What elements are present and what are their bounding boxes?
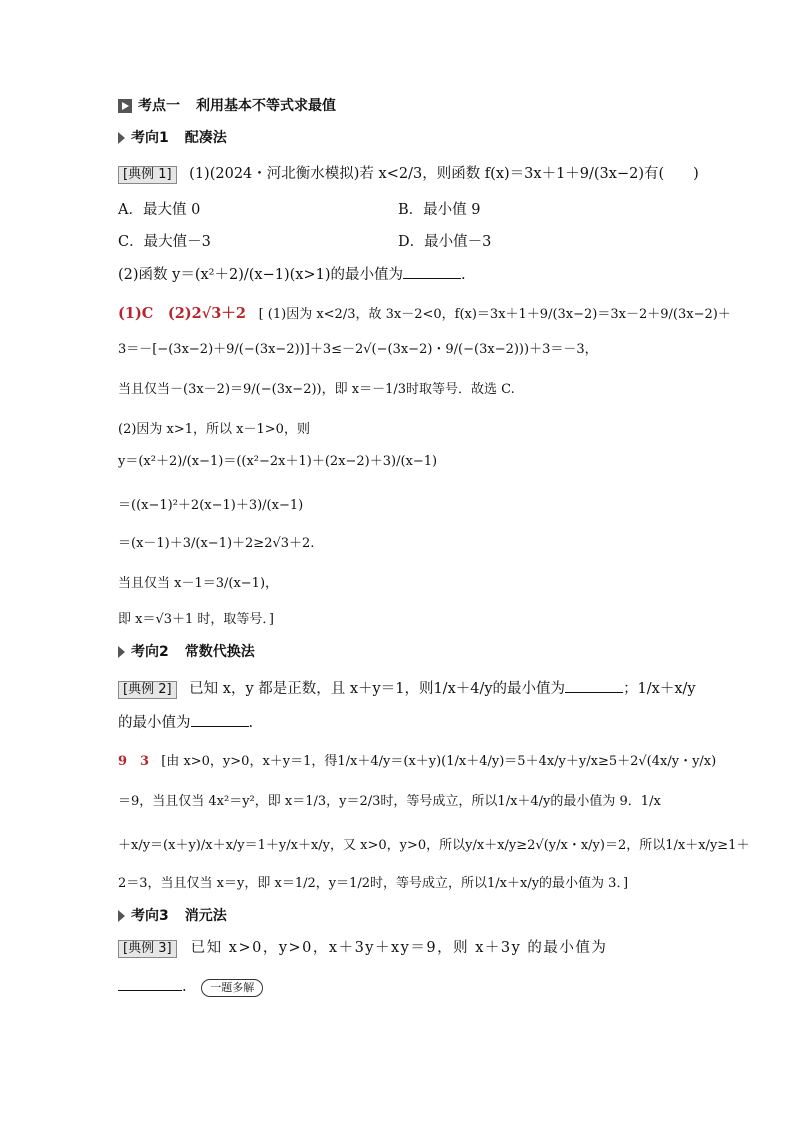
topic1-title: 配凑法	[184, 130, 227, 146]
example2-question-2: 的最小值为 .	[118, 712, 253, 733]
example1-solution-4: (2)因为 x>1，所以 x－1>0，则	[118, 422, 310, 437]
example2-solution-2: ＝9，当且仅当 4x²＝y²，即 x＝1/3，y＝2/3时，等号成立，所以1/x＋4/y的最小值为 9．1/x	[118, 794, 661, 809]
topic1-heading	[118, 128, 227, 148]
example3-tag: [典例 3]	[118, 940, 177, 958]
option-b: B．最小值 9	[398, 202, 481, 218]
example1-solution-7: ＝(x－1)＋3/(x−1)＋2≥2√3＋2.	[118, 536, 315, 551]
example1-solution-3: 当且仅当－(3x－2)＝9/(−(3x−2))，即 x＝－1/3时取等号．故选 C.	[118, 382, 515, 397]
example1-solution-2: 3＝－[−(3x−2)＋9/(−(3x−2))]＋3≤－2√(−(3x−2)・9/(−(3x−2)))＋3＝－3，	[118, 342, 598, 357]
section-marker-icon	[118, 99, 132, 113]
section-label: 考点一	[138, 98, 180, 114]
section-heading	[118, 96, 336, 116]
example1-solution-1: (1)C (2)2√3＋2 [ (1)因为 x<2/3，故 3x－2<0，f(x)＝3x＋1＋9/(3x−2)＝3x－2＋9/(3x−2)＋	[118, 305, 731, 322]
topic1-label: 考向1	[131, 130, 169, 146]
option-d: D．最小值－3	[398, 234, 492, 250]
example1-solution-8: 当且仅当 x－1＝3/(x−1)，	[118, 576, 279, 591]
example1-solution-5: y＝(x²＋2)/(x−1)＝((x²−2x＋1)＋(2x−2)＋3)/(x−1)	[118, 454, 438, 469]
answer-blank	[403, 264, 461, 279]
option-a: A．最大值 0	[118, 202, 201, 218]
example1-solution-9: 即 x＝√3＋1 时，取等号．]	[118, 612, 274, 627]
example2-solution-4: 2＝3，当且仅当 x＝y，即 x＝1/2，y＝1/2时，等号成立，所以1/x＋x/y的最小值为 3．]	[118, 876, 629, 891]
example1-answer: (1)C (2)2√3＋2	[118, 305, 246, 322]
example1-tag: [典例 1]	[118, 166, 177, 184]
topic-arrow-icon	[118, 910, 125, 922]
example3-question: [典例 3] 已知 x>0，y>0，x＋3y＋xy＝9，则 x＋3y 的最小值为	[118, 938, 607, 958]
topic2-heading	[118, 642, 255, 662]
example3-question-2: . 一题多解	[118, 976, 263, 997]
example2-solution-1: 9 3 [由 x>0，y>0，x＋y＝1，得1/x＋4/y＝(x＋y)(1/x＋4/y)＝5＋4x/y＋y/x≥5＋2√(4x/y・y/x)	[118, 754, 717, 769]
option-c: C．最大值－3	[118, 234, 211, 250]
example2-question: [典例 2] 已知 x，y 都是正数，且 x＋y＝1，则1/x＋4/y的最小值为 ；1/x＋x/y	[118, 678, 696, 699]
topic3-label: 考向3	[131, 908, 169, 924]
example2-solution-3: ＋x/y＝(x＋y)/x＋x/y＝1＋y/x＋x/y，又 x>0，y>0，所以y/x＋x/y≥2√(y/x・x/y)＝2，所以1/x＋x/y≥1＋	[118, 838, 750, 853]
example1-q2: (2)函数 y＝(x²＋2)/(x−1)(x>1)的最小值为 .	[118, 264, 466, 285]
topic2-label: 考向2	[131, 644, 169, 660]
example1-solution-6: ＝((x−1)²＋2(x−1)＋3)/(x−1)	[118, 498, 304, 513]
topic3-heading	[118, 906, 227, 926]
multi-solution-badge: 一题多解	[201, 979, 263, 997]
topic2-title: 常数代换法	[184, 644, 255, 660]
example2-tag: [典例 2]	[118, 681, 177, 699]
topic3-title: 消元法	[184, 908, 227, 924]
topic-arrow-icon	[118, 646, 125, 658]
topic-arrow-icon	[118, 132, 125, 144]
section-title: 利用基本不等式求最值	[196, 98, 336, 114]
example1-q1: (1)(2024・河北衡水模拟)若 x<2/3，则函数 f(x)＝3x＋1＋9/(3x−2)有( )	[189, 166, 699, 182]
example2-answer: 9 3	[118, 754, 150, 769]
example1-question	[118, 164, 699, 184]
